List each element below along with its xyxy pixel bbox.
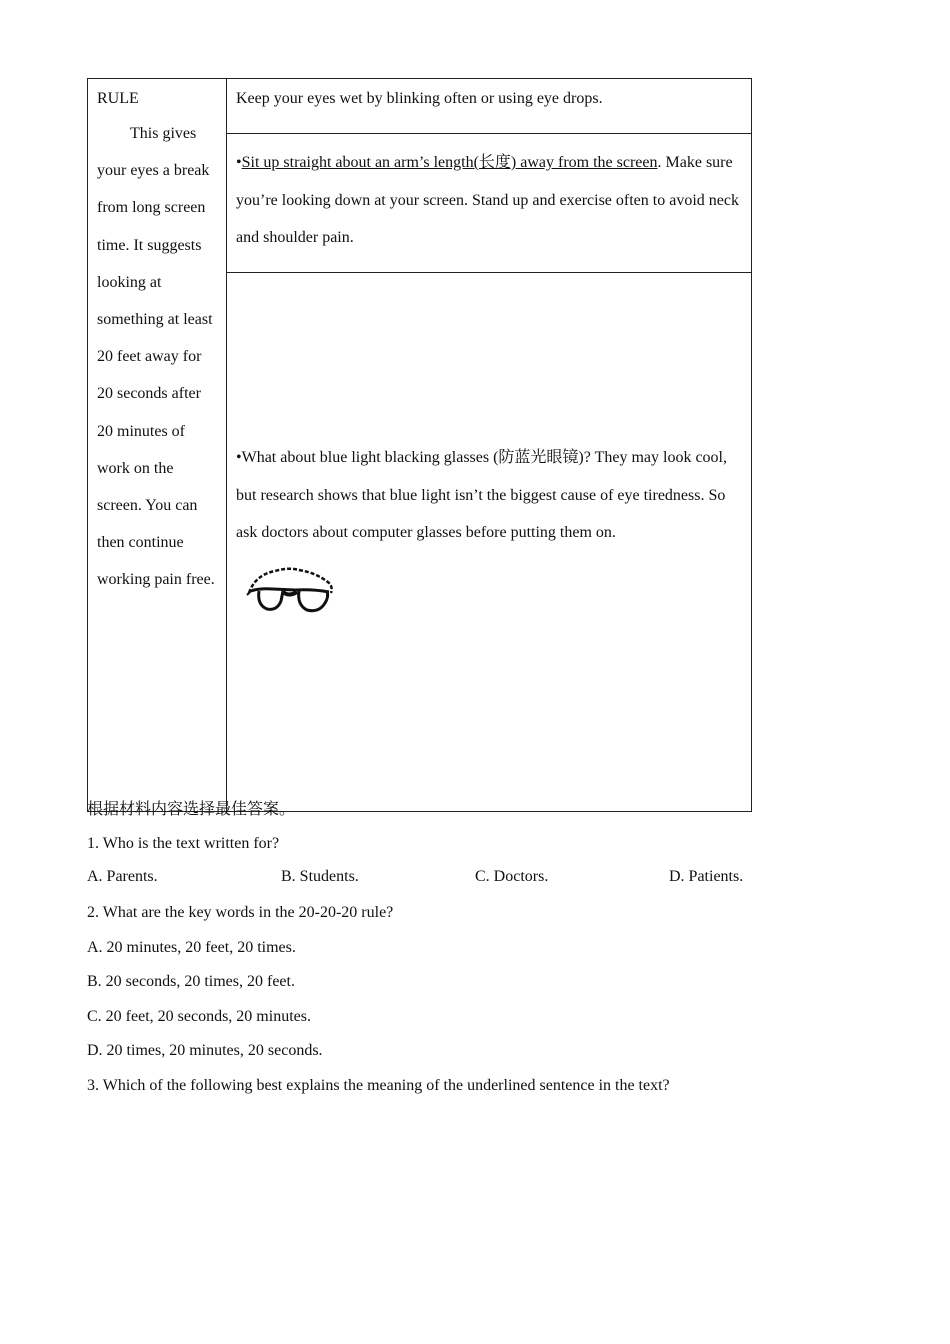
q2-option-c: C. 20 feet, 20 seconds, 20 minutes.	[87, 1008, 311, 1025]
question-3: 3. Which of the following best explains the meaning of the underlined sentence in the text?	[87, 1077, 670, 1094]
tip-eye-drops-text: Keep your eyes wet by blinking often or using eye drops.	[236, 90, 603, 107]
question-1-options	[87, 868, 767, 890]
glasses-icon	[245, 561, 337, 619]
tips-table	[87, 78, 752, 812]
tip-posture-text: . Make sure you’re looking down at your screen. Stand up and exercise often to avoid neck and shoulder pain.	[236, 154, 739, 246]
rule-cell	[88, 79, 227, 812]
question-1: 1. Who is the text written for?	[87, 835, 280, 852]
tip-eye-drops	[227, 79, 752, 134]
tip-blue-light-text: •What about blue light blacking glasses (防蓝光眼镜)? They may look cool, but research shows that blue light isn’t the biggest cause of eye tiredness. So ask doctors about computer glasses before putting them on.	[236, 449, 727, 541]
rule-text: This gives your eyes a break from long screen time. It suggests looking at something at least 20 feet away for 20 seconds after 20 minutes of work on the screen. You can then continue working pain free.	[97, 125, 215, 589]
instructions: 根据材料内容选择最佳答案。	[87, 801, 296, 818]
q1-option-c: C. Doctors.	[475, 868, 549, 885]
q2-option-a: A. 20 minutes, 20 feet, 20 times.	[87, 939, 296, 956]
tip-blue-light	[227, 273, 752, 812]
q1-option-a: A. Parents.	[87, 868, 158, 885]
q1-option-b: B. Students.	[281, 868, 359, 885]
question-2: 2. What are the key words in the 20-20-20 rule?	[87, 904, 394, 921]
bullet: •	[236, 154, 242, 171]
rule-heading: RULE	[97, 90, 139, 107]
tip-posture	[227, 134, 752, 273]
q1-option-d: D. Patients.	[669, 868, 744, 885]
q2-option-b: B. 20 seconds, 20 times, 20 feet.	[87, 973, 295, 990]
q2-option-d: D. 20 times, 20 minutes, 20 seconds.	[87, 1042, 323, 1059]
underlined-sentence: Sit up straight about an arm’s length(长度) away from the screen	[241, 154, 658, 171]
